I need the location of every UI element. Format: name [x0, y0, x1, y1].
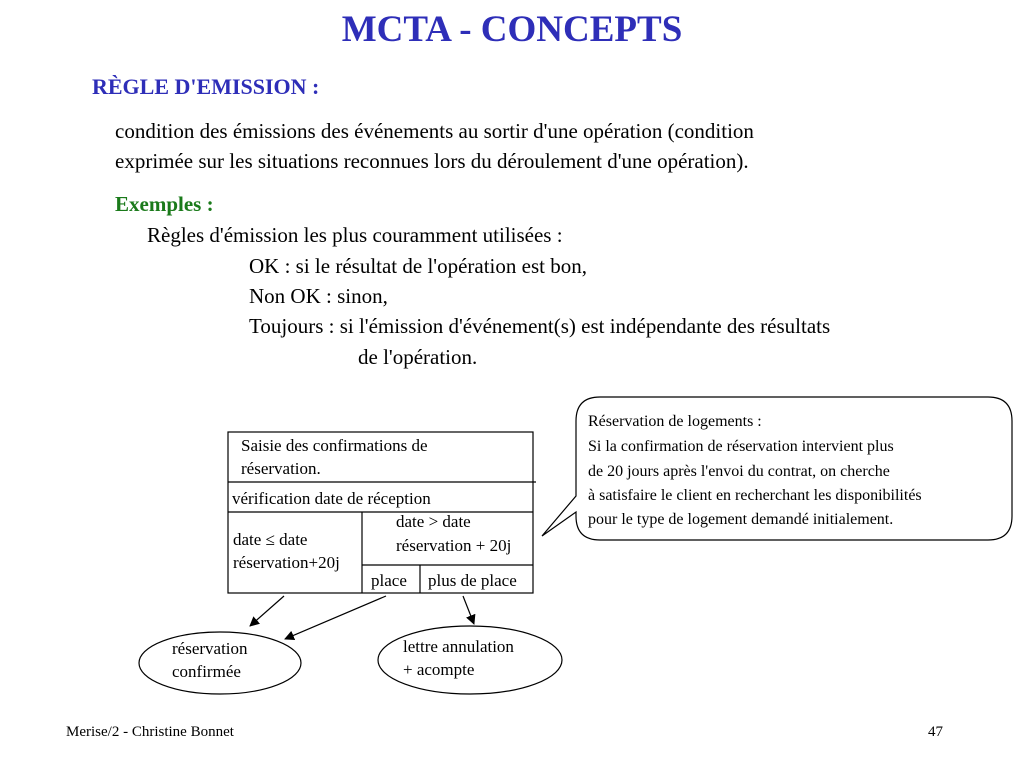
- examples-intro: Règles d'émission les plus couramment utilisées :: [147, 223, 563, 247]
- event-cancel-line-1: lettre annulation: [403, 637, 514, 656]
- subcondition-no-place: plus de place: [428, 571, 517, 590]
- subcondition-place: place: [371, 571, 407, 590]
- operation-name-line-1: Saisie des confirmations de: [241, 436, 428, 455]
- event-cancel-line-2: + acompte: [403, 660, 475, 679]
- condition-right-line-1: date > date: [396, 512, 471, 531]
- examples-heading: Exemples :: [115, 192, 214, 216]
- footer-author: Merise/2 - Christine Bonnet: [66, 724, 234, 740]
- arrow-cancel: [463, 596, 474, 624]
- callout-line-4: à satisfaire le client en recherchant les disponibilités: [588, 487, 922, 504]
- rule-always: Toujours : si l'émission d'événement(s) est indépendante des résultats: [249, 314, 831, 338]
- event-confirmed-line-2: confirmée: [172, 662, 241, 681]
- page-title: MCTA - CONCEPTS: [341, 9, 683, 50]
- arrow-confirmed-1: [250, 596, 284, 626]
- callout-line-5: pour le type de logement demandé initialement.: [588, 511, 894, 528]
- definition-line-2: exprimée sur les situations reconnues lors du déroulement d'une opération).: [115, 149, 749, 173]
- arrow-confirmed-2: [285, 596, 386, 639]
- rule-ok: OK : si le résultat de l'opération est bon,: [249, 254, 587, 278]
- rule-not-ok: Non OK : sinon,: [249, 284, 388, 308]
- condition-left-line-2: réservation+20j: [233, 553, 340, 572]
- callout-line-1: Réservation de logements :: [588, 413, 762, 430]
- event-confirmed-line-1: réservation: [172, 639, 248, 658]
- operation-action: vérification date de réception: [232, 489, 431, 508]
- page-number: 47: [928, 724, 943, 740]
- condition-right-line-2: réservation + 20j: [396, 536, 512, 555]
- callout-line-3: de 20 jours après l'envoi du contrat, on cherche: [588, 463, 890, 480]
- operation-name-line-2: réservation.: [241, 459, 321, 478]
- callout-line-2: Si la confirmation de réservation intervient plus: [588, 438, 894, 455]
- section-heading: RÈGLE D'EMISSION :: [92, 74, 320, 99]
- condition-left-line-1: date ≤ date: [233, 530, 308, 549]
- definition-line-1: condition des émissions des événements au sortir d'une opération (condition: [115, 119, 754, 143]
- rule-always-continued: de l'opération.: [358, 345, 478, 369]
